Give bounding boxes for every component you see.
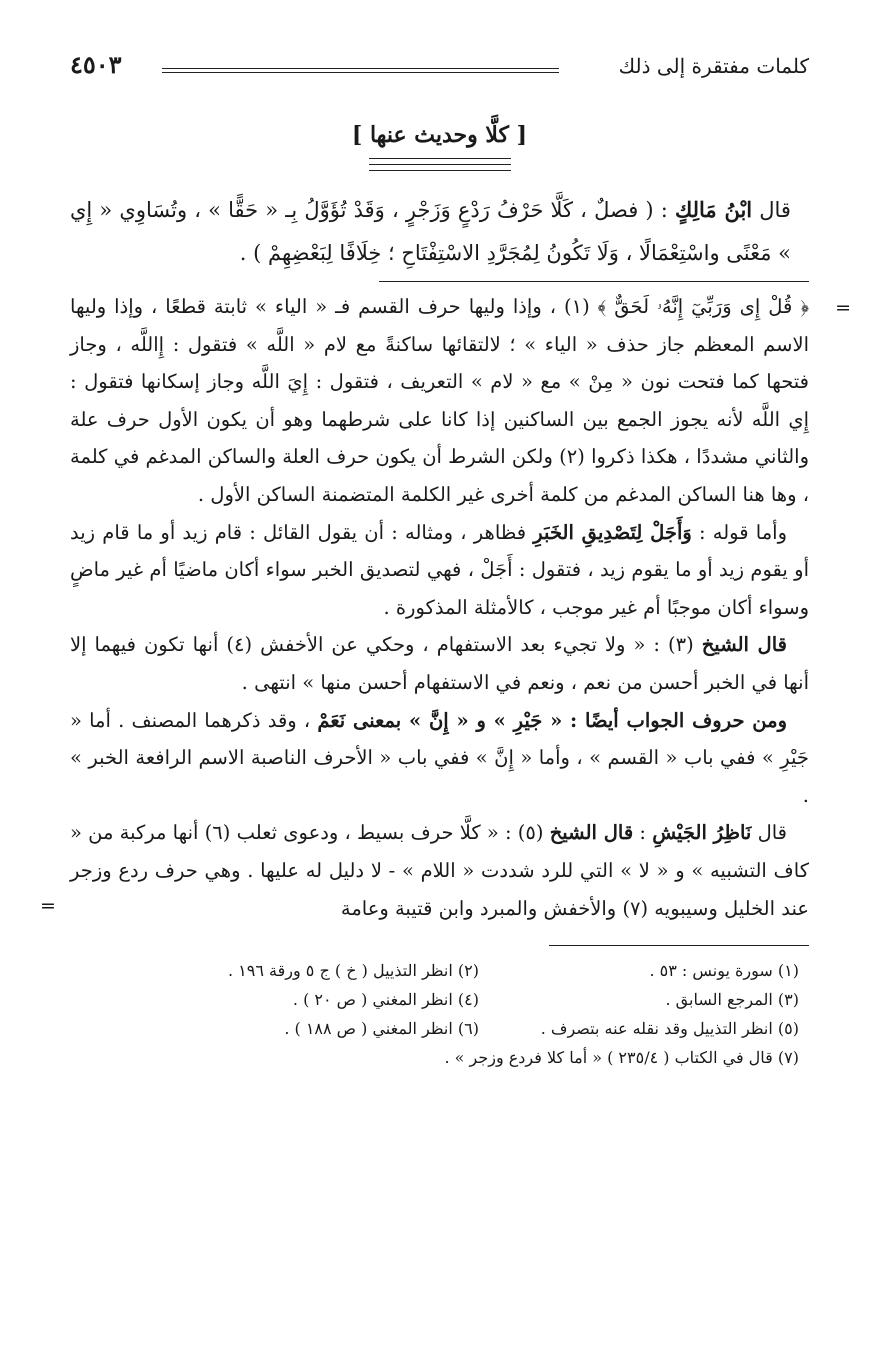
matn-author: ابْنُ مَالِكٍ: [674, 197, 753, 222]
p3-lead: قال الشيخ: [701, 633, 787, 657]
p5-intro: قال: [757, 821, 787, 845]
commentary-paragraph-5: [70, 814, 809, 927]
p3-body: (٣) : « ولا تجيء بعد الاستفهام ، وحكي عن الأخفش (٤) أنها تكون فيهما إلا أنها في الخبر أحسن من نعم ، ونعم في الاستفهام أحسن منها » انتهى .: [70, 633, 809, 694]
p2-quote: وَأَجَلْ لِتَصْدِيقِ الخَبَرِ: [533, 520, 692, 544]
p4-body: ، وقد ذكرهما المصنف . أما « جَيْرِ » ففي باب « القسم » ، وأما « إِنَّ » ففي باب « الأحرف الناصبة الاسم الرافعة الخبر » .: [70, 708, 809, 807]
footnote-row: [70, 956, 799, 985]
footnote: (١) سورة يونس : ٥٣ .: [649, 961, 799, 981]
page-header: [70, 40, 809, 84]
footnote-row: [70, 1043, 799, 1072]
book-page: [40, 40, 851, 1317]
p5-body: (٥) : « كلَّا حرف بسيط ، ودعوى ثعلب (٦) أنها مركبة من « كاف التشبيه » و « لا » التي للرد شددت « اللام » - لا دليل له عليها . وهي حرف ردع وزجر عند الخليل وسيبويه (٧) والأخفش والمبرد وابن قتيبة وعامة: [70, 821, 809, 920]
header-rule: [162, 68, 559, 73]
footnote: (٢) انظر التذييل ( خ ) ج ٥ ورقة ١٩٦ .: [227, 961, 479, 981]
end-continuation-mark: =: [40, 894, 56, 917]
commentary-paragraph-1: ﴿ قُلْ إِى وَرَبِّيٓ إِنَّهُۥ لَحَقٌّ ﴾ (١) ، وإذا وليها حرف القسم فـ « الياء » ثابتة قطعًا ، وإذا وليها الاسم المعظم جاز حذف « الياء » ؛ لالتقائها ساكنةً مع لام « اللَّه » فتقول : إِاللَّه ، وجاز فتحها كما فتحت نون « مِنْ » مع « لام » التعريف ، فتقول : إِيَ اللَّه وجاز إسكانها فتقول : إِي اللَّه لأنه يجوز الجمع بين الساكنين إذا كانا على شرطهما وهو أن يكون الأول حرف علة والثاني مشددًا ، هكذا ذكروا (٢) ولكن الشرط أن يكون حرف العلة والساكن المدغم في كلمة ، وها هنا الساكن المدغم من كلمة أخرى غير الكلمة المتضمنة الساكن الأول .: [70, 295, 809, 506]
footnote-row: [70, 985, 799, 1014]
p5-lead: قال الشيخ: [549, 821, 634, 845]
footnote-separator: [549, 945, 809, 946]
p4-lead: ومن حروف الجواب أيضًا : « جَيْرِ » و « إِنَّ » بمعنى نَعَمْ: [317, 708, 787, 732]
footnote: (٣) المرجع السابق .: [665, 990, 799, 1010]
footnote-row: [70, 1014, 799, 1043]
p5-colon: :: [639, 821, 646, 845]
page-number: ٤٥٠٣: [70, 50, 122, 79]
footnote: (٧) قال في الكتاب ( ٢٣٥/٤ ) « أما كلا فردع وزجر » .: [444, 1048, 799, 1068]
running-title: كلمات مفتقرة إلى ذلك: [618, 54, 809, 78]
title-underline: [369, 158, 511, 172]
footnote: (٦) انظر المغني ( ص ١٨٨ ) .: [284, 1019, 479, 1039]
footnote: (٤) انظر المغني ( ص ٢٠ ) .: [292, 990, 479, 1010]
commentary-paragraph-2: [70, 514, 809, 627]
section-title: [ كلَّا وحديث عنها ]: [351, 122, 528, 148]
p2-lead: وأما قوله :: [699, 520, 787, 544]
matn-text: [70, 188, 809, 275]
p2-body: فظاهر ، ومثاله : أن يقول القائل : قام زيد أو ما قام زيد أو يقوم زيد أو ما يقوم زيد ، فتقول : أَجَلْ ، فهي لتصديق الخبر سواء أكان ماضيًا أم غير ماضٍ وسواء أكان موجبًا أم غير موجب ، كالأمثلة المذكورة .: [70, 520, 809, 619]
commentary-paragraph-3: [70, 626, 809, 701]
commentary: [40, 288, 851, 927]
continuation-mark: =: [835, 297, 851, 319]
matn-separator: [379, 281, 809, 282]
commentary-paragraph-4: [70, 702, 809, 815]
matn-body: : ( فصلٌ ، كَلَّا حَرْفُ رَدْعٍ وَزَجْرٍ ، وَقَدْ تُؤَوَّلُ بِـ « حَقًّا » ، وتُسَاوِي « إِي » مَعْنًى واسْتِعْمَالًا ، وَلَا تَكُونُ لِمُجَرَّدِ الاسْتِفْتَاحِ ؛ خِلَافًا لِبَعْضِهِمْ ) .: [70, 198, 791, 265]
matn-intro: قال: [759, 198, 791, 222]
p5-author: نَاظِرُ الجَيْشِ: [652, 821, 752, 845]
footnote: (٥) انظر التذييل وقد نقله عنه بتصرف .: [540, 1019, 799, 1039]
footnotes: [70, 956, 809, 1072]
